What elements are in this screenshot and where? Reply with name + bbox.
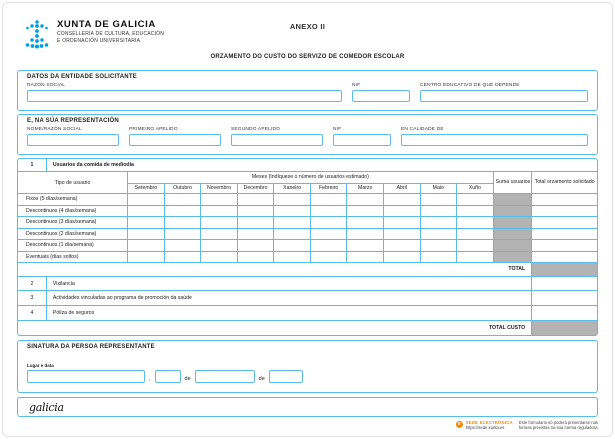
month-input-cell[interactable] xyxy=(310,217,347,229)
month-input-cell[interactable] xyxy=(420,194,457,206)
month-input-cell[interactable] xyxy=(420,251,457,263)
suma-usuarios-cell xyxy=(493,217,532,229)
nome-razon-social-label: NOME/RAZÓN SOCIAL xyxy=(27,127,82,132)
nif-input[interactable] xyxy=(352,90,410,102)
month-input-cell[interactable] xyxy=(383,240,420,252)
month-input-cell[interactable] xyxy=(237,217,274,229)
total-usuarios-cell xyxy=(532,263,597,277)
month-input-cell[interactable] xyxy=(457,228,494,240)
month-input-cell[interactable] xyxy=(128,205,165,217)
month-input-cell[interactable] xyxy=(201,251,238,263)
sede-notice-line2: formas previstas na súa norma reguladora xyxy=(518,425,598,430)
month-input-cell[interactable] xyxy=(201,194,238,206)
table-row xyxy=(18,194,597,206)
item-amount-cell[interactable] xyxy=(532,276,597,291)
month-input-cell[interactable] xyxy=(383,217,420,229)
table-row xyxy=(18,205,597,217)
item1-number: 1 xyxy=(18,159,46,172)
table-row xyxy=(18,159,597,172)
nif-label: NIF xyxy=(352,83,361,88)
brand-name: XUNTA DE GALICIA xyxy=(57,19,156,30)
month-input-cell[interactable] xyxy=(201,217,238,229)
annex-label: ANEXO II xyxy=(289,22,326,31)
month-input-cell[interactable] xyxy=(420,240,457,252)
table-row xyxy=(18,217,597,229)
form-title: ORZAMENTO DO CUSTO DO SERVIZO DE COMEDOR ESCOLAR xyxy=(210,54,405,60)
month-input-cell[interactable] xyxy=(310,251,347,263)
user-type-label: Descontinuos (1 día/semana) xyxy=(18,240,128,252)
month-input-cell[interactable] xyxy=(164,251,201,263)
month-input-cell[interactable] xyxy=(347,205,384,217)
table-row xyxy=(18,228,597,240)
month-input-cell[interactable] xyxy=(274,217,311,229)
meses-header: Meses (Indíquese o número de usuarios estimado) xyxy=(128,172,493,184)
table-row xyxy=(18,306,597,321)
sede-notice-line1: Este formulario só poderá presentarse nas xyxy=(518,420,598,425)
month-input-cell[interactable] xyxy=(274,251,311,263)
month-input-cell[interactable] xyxy=(201,228,238,240)
item-label: Vixilancia xyxy=(46,276,531,291)
table-row xyxy=(18,251,597,263)
user-type-label: Descontinuos (4 días/semana) xyxy=(18,205,128,217)
lugar-input[interactable] xyxy=(27,370,145,383)
month-input-cell[interactable] xyxy=(274,205,311,217)
month-input-cell[interactable] xyxy=(457,251,494,263)
table-row xyxy=(18,291,597,306)
month-input-cell[interactable] xyxy=(164,205,201,217)
total-custo-label: TOTAL CUSTO xyxy=(18,320,532,335)
item-amount-cell[interactable] xyxy=(532,306,597,321)
month-input-cell[interactable] xyxy=(237,205,274,217)
user-type-label: Eventuais (días soltos) xyxy=(18,251,128,263)
month-input-cell[interactable] xyxy=(420,217,457,229)
month-input-cell[interactable] xyxy=(383,251,420,263)
month-input-cell[interactable] xyxy=(383,228,420,240)
representative-nif-label: NIF xyxy=(333,127,342,132)
total-orzamento-cell[interactable] xyxy=(532,205,597,217)
month-input-cell[interactable] xyxy=(420,205,457,217)
lugar-e-data-label: Lugar e data xyxy=(27,363,54,368)
table-row xyxy=(18,263,597,277)
month-input-cell[interactable] xyxy=(274,228,311,240)
month-input-cell[interactable] xyxy=(237,228,274,240)
month-input-cell[interactable] xyxy=(310,228,347,240)
month-input-cell[interactable] xyxy=(128,228,165,240)
month-header: Maio xyxy=(420,183,457,193)
galicia-footer-box xyxy=(17,397,598,417)
user-type-label: Descontinuos (3 días/semana) xyxy=(18,217,128,229)
sede-electronica-label: SEDE ELECTRÓNICA xyxy=(465,420,513,425)
suma-usuarios-cell xyxy=(493,205,532,217)
primeiro-apelido-label: PRIMEIRO APELIDO xyxy=(129,127,178,132)
month-input-cell[interactable] xyxy=(128,217,165,229)
user-type-label: Fixos (5 días/semana) xyxy=(18,194,128,206)
month-header: Xuño xyxy=(457,183,494,193)
section-representative-title: E, NA SÚA REPRESENTACIÓN xyxy=(27,118,119,124)
month-input-cell[interactable] xyxy=(310,240,347,252)
month-input-cell[interactable] xyxy=(457,240,494,252)
month-input-cell[interactable] xyxy=(201,240,238,252)
comma-separator: , xyxy=(149,376,151,382)
de-separator-2: de xyxy=(258,376,265,382)
brand-department-line1: CONSELLERÍA DE CULTURA, EDUCACIÓN xyxy=(57,31,165,37)
item-amount-cell[interactable] xyxy=(532,291,597,306)
section-signature xyxy=(17,340,598,393)
month-input-cell[interactable] xyxy=(347,251,384,263)
item-number: 2 xyxy=(18,276,46,291)
table-row xyxy=(18,320,597,335)
table-row xyxy=(18,240,597,252)
month-input-cell[interactable] xyxy=(274,194,311,206)
brand-department-line2: E ORDENACIÓN UNIVERSITARIA xyxy=(57,38,141,44)
total-label: TOTAL xyxy=(18,263,532,277)
month-input-cell[interactable] xyxy=(128,194,165,206)
month-input-cell[interactable] xyxy=(383,194,420,206)
sede-electronica-notice xyxy=(456,420,598,430)
tipo-usuario-header: Tipo de usuario xyxy=(18,172,128,194)
section-applicant xyxy=(17,70,598,111)
user-type-label: Descontinuos (2 días/semana) xyxy=(18,228,128,240)
section-applicant-title: DATOS DA ENTIDADE SOLICITANTE xyxy=(27,74,137,80)
month-input-cell[interactable] xyxy=(457,205,494,217)
total-orzamento-cell[interactable] xyxy=(532,240,597,252)
suma-usuarios-cell xyxy=(493,194,532,206)
item-label: Póliza de seguros xyxy=(46,306,531,321)
item-number: 3 xyxy=(18,291,46,306)
item-number: 4 xyxy=(18,306,46,321)
section-budget-table xyxy=(17,158,598,336)
month-input-cell[interactable] xyxy=(128,240,165,252)
month-input-cell[interactable] xyxy=(201,205,238,217)
table-row xyxy=(18,172,597,184)
month-input-cell[interactable] xyxy=(164,240,201,252)
sede-url: https://sede.xunta.es xyxy=(465,425,505,430)
month-header: Marzo xyxy=(347,183,384,193)
segundo-apelido-label: SEGUNDO APELIDO xyxy=(231,127,281,132)
galicia-wordmark: galicia xyxy=(29,400,64,414)
total-custo-cell xyxy=(532,320,597,335)
month-header: Setembro xyxy=(128,183,165,193)
en-calidade-de-input[interactable] xyxy=(401,134,588,146)
month-header: Xaneiro xyxy=(274,183,311,193)
month-input-cell[interactable] xyxy=(347,240,384,252)
month-input-cell[interactable] xyxy=(383,205,420,217)
month-header: Outubro xyxy=(164,183,201,193)
table-row xyxy=(18,276,597,291)
month-input-cell[interactable] xyxy=(310,194,347,206)
en-calidade-de-label: EN CALIDADE DE xyxy=(401,127,444,132)
month-input-cell[interactable] xyxy=(347,217,384,229)
month-input-cell[interactable] xyxy=(420,228,457,240)
suma-usuarios-cell xyxy=(493,240,532,252)
month-input-cell[interactable] xyxy=(457,194,494,206)
month-input-cell[interactable] xyxy=(237,194,274,206)
month-header: Abril xyxy=(383,183,420,193)
total-orzamento-cell[interactable] xyxy=(532,217,597,229)
sede-electronica-icon: e xyxy=(456,421,463,428)
month-input-cell[interactable] xyxy=(457,217,494,229)
month-input-cell[interactable] xyxy=(164,194,201,206)
total-orzamento-cell[interactable] xyxy=(532,251,597,263)
budget-table xyxy=(18,159,597,335)
item-label: Actividades vinculadas ao programa de promoción da saúde xyxy=(46,291,531,306)
total-orzamento-header: Total orzamento solicitado xyxy=(532,172,597,194)
razon-social-input[interactable] xyxy=(27,90,342,102)
section-representative xyxy=(17,114,598,155)
total-orzamento-cell[interactable] xyxy=(532,228,597,240)
month-header: Febreiro xyxy=(310,183,347,193)
total-orzamento-cell[interactable] xyxy=(532,194,597,206)
primeiro-apelido-input[interactable] xyxy=(129,134,221,146)
suma-usuarios-cell xyxy=(493,251,532,263)
suma-usuarios-header: Suma usuarios xyxy=(493,172,532,194)
ano-input[interactable] xyxy=(269,370,303,383)
nome-razon-social-input[interactable] xyxy=(27,134,119,146)
month-input-cell[interactable] xyxy=(164,217,201,229)
centro-educativo-input[interactable] xyxy=(420,90,588,102)
section-signature-title: SINATURA DA PERSOA REPRESENTANTE xyxy=(27,344,155,350)
month-input-cell[interactable] xyxy=(347,228,384,240)
mes-input[interactable] xyxy=(195,370,255,383)
suma-usuarios-cell xyxy=(493,228,532,240)
centro-educativo-label: CENTRO EDUCATIVO DE QUE DEPENDE xyxy=(420,83,520,88)
month-input-cell[interactable] xyxy=(274,240,311,252)
month-input-cell[interactable] xyxy=(237,240,274,252)
month-header: Novembro xyxy=(201,183,238,193)
month-input-cell[interactable] xyxy=(237,251,274,263)
month-header: Decembro xyxy=(237,183,274,193)
month-input-cell[interactable] xyxy=(164,228,201,240)
dia-input[interactable] xyxy=(155,370,181,383)
representative-nif-input[interactable] xyxy=(333,134,391,146)
month-input-cell[interactable] xyxy=(128,251,165,263)
item1-title: Usuarios da comida de mediodía xyxy=(46,159,597,172)
month-input-cell[interactable] xyxy=(347,194,384,206)
segundo-apelido-input[interactable] xyxy=(231,134,323,146)
month-input-cell[interactable] xyxy=(310,205,347,217)
razon-social-label: RAZÓN SOCIAL xyxy=(27,83,66,88)
de-separator-1: de xyxy=(184,376,191,382)
